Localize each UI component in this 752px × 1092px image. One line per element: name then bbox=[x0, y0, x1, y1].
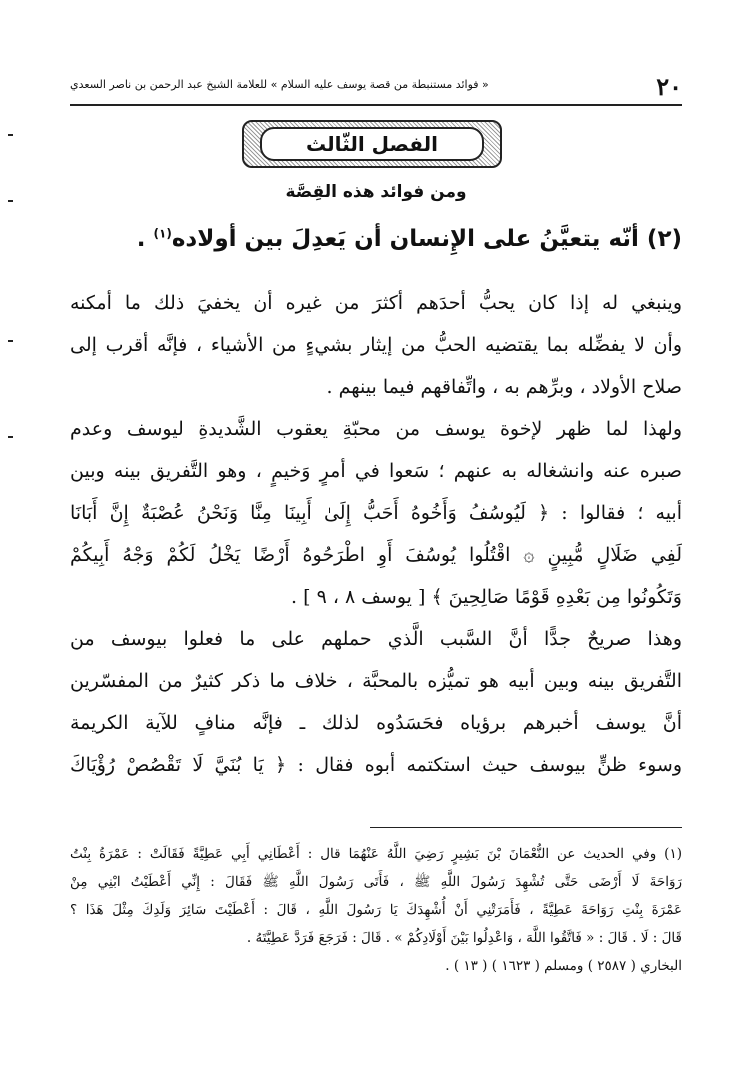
chapter-title: الفصل الثّالث bbox=[260, 127, 484, 161]
footnote-line: قَالَ : لَا . قَالَ : « فَاتَّقُوا اللَّهَ ، وَاعْدِلُوا بَيْنَ أَوْلَادِكُمْ » . قَالَ : فَرَجَعَ فَرَدَّ عَطِيَّتَهُ . bbox=[246, 930, 682, 946]
footnote-line: رَوَاحَةَ لَا أَرْضَى حَتَّى تُشْهِدَ رَسُولَ اللَّهِ ﷺ ، فَأَتَى رَسُولَ اللَّهِ ﷺ فَقَالَ : إِنِّي أَعْطَيْتُ ابْنِي مِنْ bbox=[70, 874, 682, 890]
footnote-divider bbox=[370, 827, 682, 828]
point-heading-text: (٢) أنّه يتعيَّنُ على الإِنسان أن يَعدِلَ بين أولاده bbox=[171, 226, 682, 252]
body-line: أبيه ؛ فقالوا : ﴿ لَيُوسُفُ وَأَخُوهُ أَحَبُّ إِلَىٰ أَبِينَا مِنَّا وَنَحْنُ عُصْبَةٌ إِنَّ أَبَانَا bbox=[70, 502, 682, 524]
footnote-line: (١) وفي الحديث عن النُّعْمَانَ بْنَ بَشِيرٍ رَضِيَ اللَّهُ عَنْهُمَا قال : أَعْطَانِي أَبِي عَطِيَّةً فَقَالَتْ : عَمْرَةُ بِنْتُ bbox=[70, 846, 682, 862]
body-line: وينبغي له إذا كان يحبُّ أحدَهم أكثرَ من غيره أن يخفيَ ذلك ما أمكنه bbox=[70, 292, 682, 314]
scan-margin-mark bbox=[8, 340, 13, 342]
body-text bbox=[70, 282, 682, 786]
body-line: وَتَكُونُوا مِن بَعْدِهِ قَوْمًا صَالِحِينَ ﴾ [ يوسف ٨ ، ٩ ] . bbox=[291, 586, 682, 608]
scan-margin-mark bbox=[8, 200, 13, 202]
footnote-line: عَمْرَةَ بِنْتِ رَوَاحَةَ عَطِيَّةً ، فَأَمَرَتْنِي أَنْ أُشْهِدَكَ يَا رَسُولَ اللَّهِ ، قَالَ : أَعْطَيْتَ سَائِرَ وَلَدِكَ مِثْلَ هَذَا ؟ bbox=[70, 902, 682, 918]
footnotes bbox=[70, 840, 682, 980]
body-line: صلاح الأولاد ، وبرِّهم به ، واتِّفاقهم فيما بينهم . bbox=[326, 376, 682, 398]
body-line: وأن لا يفضِّله بما يقتضيه الحبُّ من إيثار بشيءٍ من الأشياء ، فإنَّه أقرب إلى bbox=[70, 334, 682, 356]
point-heading-end: . bbox=[136, 226, 154, 252]
section-subtitle: ومن فوائد هذه القِصَّة bbox=[285, 182, 467, 202]
chapter-title-frame bbox=[242, 120, 502, 168]
body-line: وهذا صريحٌ جدًّا أنَّ السَّبب الَّذي حملهم على ما فعلوا بيوسف من bbox=[70, 628, 682, 650]
scan-margin-mark bbox=[8, 134, 13, 136]
body-line: التَّفريق بينه وبين أبيه هو تميُّزه بالمحبَّة ، خلاف ما ذكر كثيرٌ من المفسّرين bbox=[70, 670, 682, 692]
body-line: لَفِي ضَلَالٍ مُّبِينٍ ۞ اقْتُلُوا يُوسُفَ أَوِ اطْرَحُوهُ أَرْضًا يَخْلُ لَكُمْ وَجْهُ أَبِيكُمْ bbox=[70, 544, 682, 566]
running-header-title: « فوائد مستنبطة من قصة يوسف عليه السلام » للعلامة الشيخ عبد الرحمن بن ناصر السعدي bbox=[70, 78, 489, 91]
body-line: صبره عنه وانشغاله به عنهم ؛ سَعوا في أمرٍ وَخيمٍ ، وهو التَّفريق بينه وبين bbox=[70, 460, 682, 482]
body-line: أنَّ يوسف أخبرهم برؤياه فحَسَدُوه لذلك ـ فإنَّه منافٍ للآية الكريمة bbox=[70, 712, 682, 734]
scan-margin-mark bbox=[8, 436, 13, 438]
page-number: ٢٠ bbox=[656, 72, 682, 101]
running-header bbox=[70, 74, 682, 106]
body-line: ولهذا لما ظهر لإخوة يوسف من محبّةِ يعقوب الشَّديدةِ ليوسف وعدم bbox=[70, 418, 682, 440]
footnote-line: البخاري ( ٢٥٨٧ ) ومسلم ( ١٦٢٣ ) ( ١٣ ) . bbox=[445, 958, 682, 974]
footnote-reference: (١) bbox=[153, 226, 172, 241]
point-heading bbox=[70, 226, 682, 252]
body-line: وسوء ظنٍّ بيوسف حيث استكتمه أبوه فقال : ﴿ يَا بُنَيَّ لَا تَقْصُصْ رُؤْيَاكَ bbox=[70, 754, 682, 776]
